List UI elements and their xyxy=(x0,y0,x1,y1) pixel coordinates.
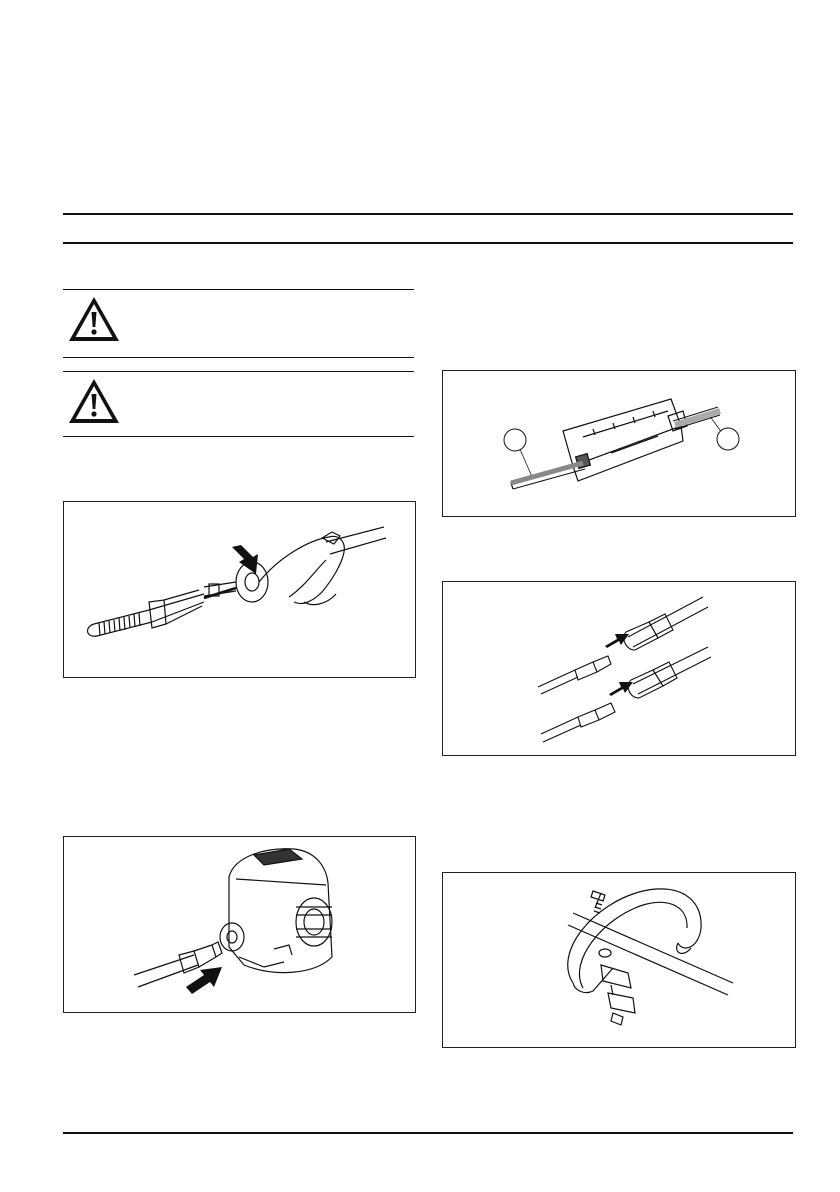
figure-loop-handle xyxy=(442,872,796,1048)
warning-1-rule-bottom xyxy=(63,357,414,358)
warning-triangle-icon xyxy=(66,293,122,345)
callout-left xyxy=(504,429,526,451)
connectors-illustration xyxy=(443,582,795,755)
header-rule-bottom xyxy=(63,242,793,244)
warning-triangle-icon xyxy=(66,375,122,427)
push-arrow-icon xyxy=(232,545,258,574)
warning-2-rule-top xyxy=(63,371,414,372)
figure-throttle-handle xyxy=(63,501,416,678)
footer-rule xyxy=(63,1132,793,1134)
warning-1-rule-top xyxy=(63,289,414,290)
push-arrow-icon xyxy=(186,967,222,994)
figure-connectors xyxy=(442,581,796,756)
warning-2-rule-bottom xyxy=(63,436,414,437)
push-arrow-icon xyxy=(605,634,629,648)
header-rule-top xyxy=(63,213,793,215)
figure-engine-shaft xyxy=(63,836,416,1013)
warning-1 xyxy=(66,293,122,345)
throttle-handle-illustration xyxy=(64,502,415,677)
loop-handle-illustration xyxy=(443,873,795,1047)
cable-holder-illustration xyxy=(443,371,795,516)
engine-shaft-illustration xyxy=(64,837,415,1012)
callout-right xyxy=(717,428,739,450)
warning-2 xyxy=(66,375,122,427)
figure-cable-holder xyxy=(442,370,796,517)
push-arrow-icon xyxy=(609,682,633,696)
